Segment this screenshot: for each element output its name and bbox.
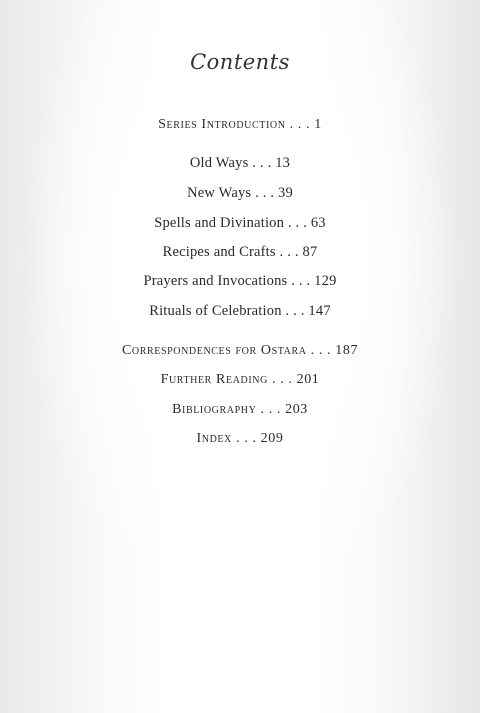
toc-entry-index: Index . . . 209 [196,431,284,446]
toc-entry-rituals-of-celebration: Rituals of Celebration . . . 147 [149,303,331,319]
toc-entry-new-ways: New Ways . . . 39 [187,185,293,201]
toc-entry-series-introduction: Series Introduction . . . 1 [158,117,322,132]
toc-entry-correspondences: Correspondences for Ostara . . . 187 [121,343,359,358]
toc-entry-prayers-and-invocations: Prayers and Invocations . . . 129 [143,273,337,289]
toc-entry-old-ways: Old Ways . . . 13 [189,155,291,171]
contents-title: Contents [190,50,290,74]
toc-entry-bibliography: Bibliography . . . 203 [172,402,308,417]
toc-entry-recipes-and-crafts: Recipes and Crafts . . . 87 [162,244,318,260]
toc-entry-spells-and-divination: Spells and Divination . . . 63 [154,215,326,231]
toc-entry-further-reading: Further Reading . . . 201 [160,372,320,387]
